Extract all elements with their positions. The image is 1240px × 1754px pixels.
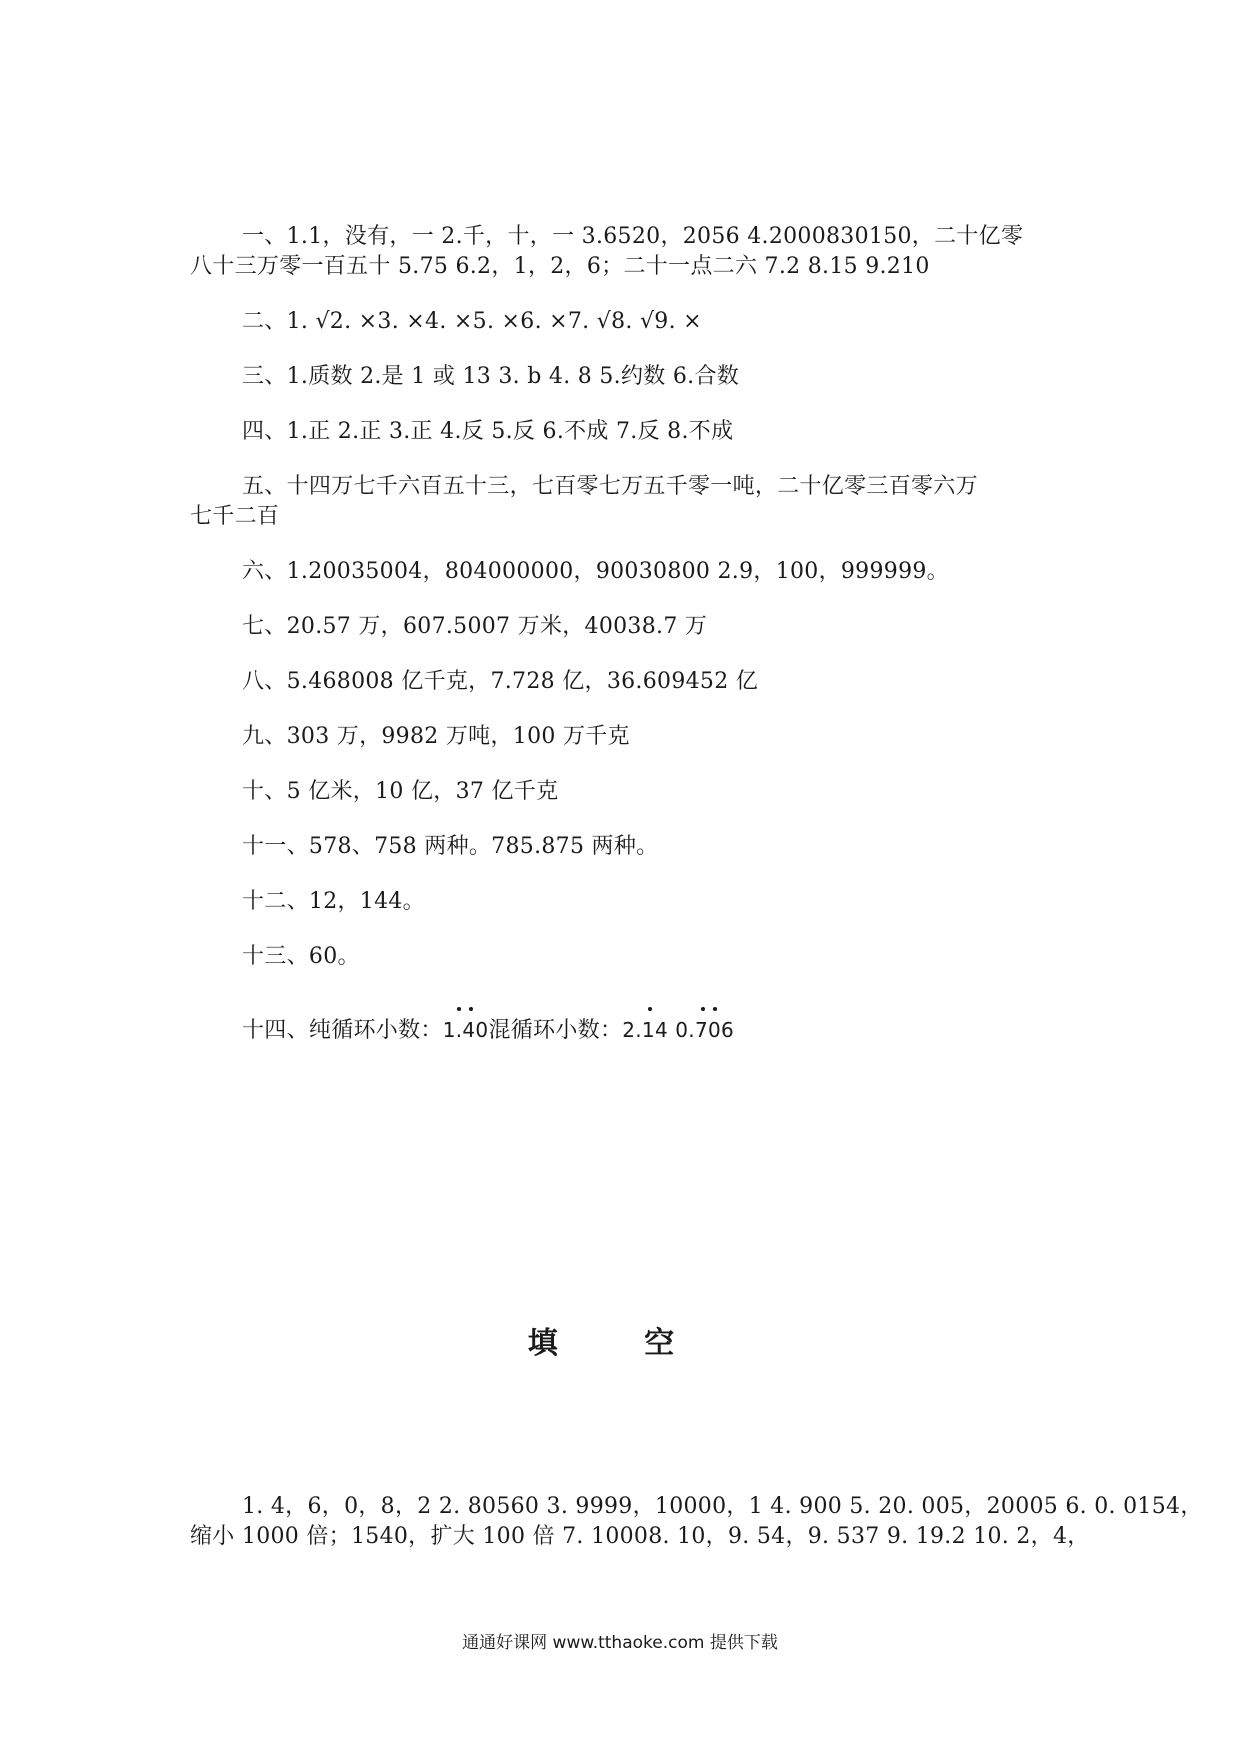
answer-6: 六、1.20035004，804000000，90030800 2.9，100，999999。 bbox=[242, 559, 949, 584]
mixed-repeating-decimal-1: 2.14 bbox=[622, 1015, 668, 1045]
repeat-dot bbox=[701, 1007, 705, 1011]
answer-14-prefix: 十四、纯循环小数： bbox=[242, 1018, 443, 1043]
answer-3: 三、1.质数 2.是 1 或 13 3. b 4. 8 5.约数 6.合数 bbox=[242, 364, 740, 389]
repeat-dot bbox=[457, 1007, 461, 1011]
repeat-dot bbox=[648, 1007, 652, 1011]
answer-4: 四、1.正 2.正 3.正 4.反 5.反 6.不成 7.反 8.不成 bbox=[242, 419, 734, 444]
answer-7: 七、20.57 万，607.5007 万米，40038.7 万 bbox=[242, 614, 708, 639]
answer-5-line-2: 七千二百 bbox=[190, 504, 280, 529]
fill-blank-line-1: 1. 4，6，0，8，2 2. 80560 3. 9999，10000，1 4. 900 5. 20. 005，20005 6. 0. 0154， bbox=[242, 1494, 1203, 1519]
answer-11: 十一、578、758 两种。785.875 两种。 bbox=[242, 834, 659, 859]
answer-9: 九、303 万，9982 万吨，100 万千克 bbox=[242, 724, 630, 749]
answer-5-line-1: 五、十四万七千六百五十三，七百零七万五千零一吨，二十亿零三百零六万 bbox=[242, 474, 978, 499]
repeat-dot bbox=[469, 1007, 473, 1011]
answer-8: 八、5.468008 亿千克，7.728 亿，36.609452 亿 bbox=[242, 669, 759, 694]
pure-repeating-decimal: 1.40 bbox=[443, 1015, 489, 1045]
repeat-dot bbox=[713, 1007, 717, 1011]
answer-12: 十二、12，144。 bbox=[242, 889, 425, 914]
answer-2: 二、1. √2. ×3. ×4. ×5. ×6. ×7. √8. √9. × bbox=[242, 309, 702, 334]
answer-1-line-2: 八十三万零一百五十 5.75 6.2，1，2，6；二十一点二六 7.2 8.15 9.210 bbox=[190, 254, 930, 279]
mixed-repeating-decimal-2: 0.706 bbox=[675, 1015, 734, 1045]
section-title: 填 空 bbox=[527, 1326, 713, 1361]
page-footer: 通通好课网 www.tthaoke.com 提供下载 bbox=[462, 1633, 778, 1653]
answer-1-line-1: 一、1.1，没有，一 2.千，十，一 3.6520，2056 4.2000830150，二十亿零 bbox=[242, 224, 1024, 249]
answer-13: 十三、60。 bbox=[242, 944, 360, 969]
answer-10: 十、5 亿米，10 亿，37 亿千克 bbox=[242, 779, 559, 804]
answer-14 bbox=[242, 1015, 734, 1046]
answer-14-mid: 混循环小数： bbox=[488, 1018, 623, 1043]
fill-blank-line-2: 缩小 1000 倍；1540，扩大 100 倍 7. 10008. 10，9. 54，9. 537 9. 19.2 10. 2，4， bbox=[190, 1524, 1090, 1549]
